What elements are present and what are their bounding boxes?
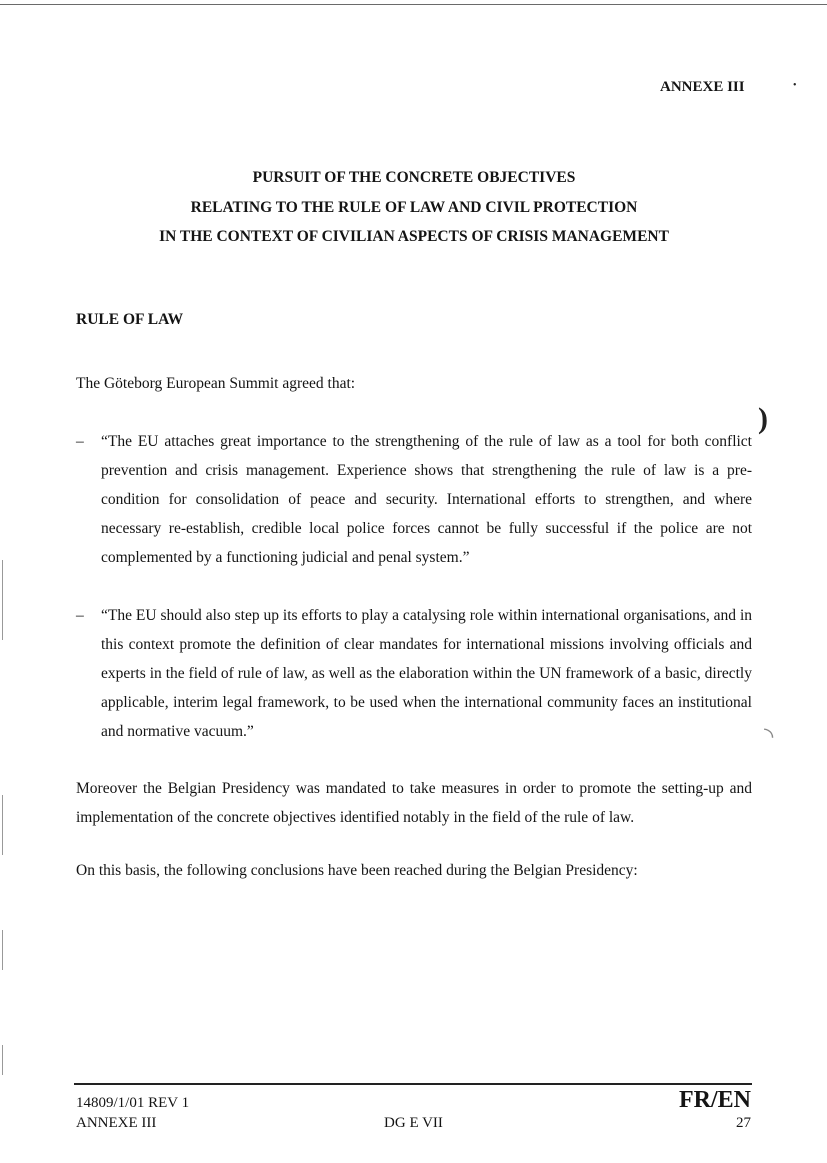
footer-dg: DG E VII xyxy=(384,1115,443,1131)
annex-label: ANNEXE III xyxy=(660,79,745,95)
bullet-dash: – xyxy=(76,433,84,450)
bullet-dash: – xyxy=(76,607,84,624)
left-scan-line xyxy=(2,795,3,855)
moreover-paragraph: Moreover the Belgian Presidency was mandated to take measures in order to promote the setting-up and implementation of the concrete objectives identified notably in the field of the rule of law. xyxy=(76,780,752,826)
footer-doc-number: 14809/1/01 REV 1 xyxy=(76,1095,190,1111)
footer-language: FR/EN xyxy=(679,1087,751,1113)
bullet-text: “The EU should also step up its efforts to play a catalysing role within international organisations, and in this context promote the definition of clear mandates for international missions involving officials and experts in the field of rule of law, as well as the elaboration within the UN framework of a basic, directly applicable, interim legal framework, to be used when the international community faces an institutional and normative vacuum.” xyxy=(101,607,752,740)
section-heading: RULE OF LAW xyxy=(76,311,184,328)
quote-bullet xyxy=(76,427,752,572)
title-line: RELATING TO THE RULE OF LAW AND CIVIL PROTECTION xyxy=(190,198,638,216)
left-scan-line xyxy=(2,560,3,640)
hole-punch-mark: ◝ xyxy=(764,724,774,750)
hole-punch-mark: ) xyxy=(758,402,768,435)
intro-paragraph: The Göteborg European Summit agreed that: xyxy=(76,375,356,392)
quote-bullet xyxy=(76,601,752,746)
conclusion-paragraph: On this basis, the following conclusions have been reached during the Belgian Presidency: xyxy=(76,862,638,879)
title-line: IN THE CONTEXT OF CIVILIAN ASPECTS OF CRISIS MANAGEMENT xyxy=(159,228,669,245)
page-number: 27 xyxy=(736,1115,751,1131)
top-scan-border xyxy=(0,4,827,5)
footer-annex: ANNEXE III xyxy=(76,1115,157,1131)
document-title xyxy=(76,163,752,252)
footer-rule xyxy=(74,1083,752,1085)
bullet-text: “The EU attaches great importance to the strengthening of the rule of law as a tool for both conflict prevention and crisis management. Experience shows that strengthening the rule of law is a pre-condition for consolidation of peace and security. International efforts to strengthen, and where necessary re-establish, credible local police forces cannot be fully successful if the police are not complemented by a functioning judicial and penal system.” xyxy=(101,433,752,566)
left-scan-line xyxy=(2,1045,3,1075)
title-line: PURSUIT OF THE CONCRETE OBJECTIVES xyxy=(252,169,576,186)
scan-dot: • xyxy=(793,80,797,91)
left-scan-line xyxy=(2,930,3,970)
